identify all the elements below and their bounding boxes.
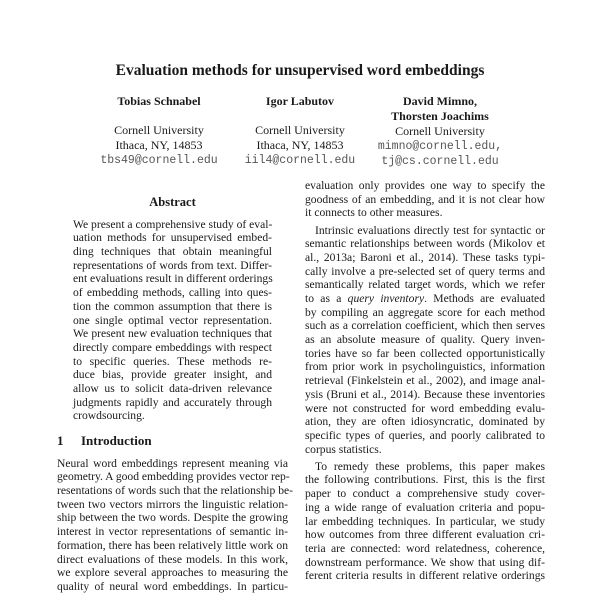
text-line: teria are connected: word relatedness, coherence, bbox=[305, 541, 545, 555]
author-email[interactable]: tj@cs.cornell.edu bbox=[381, 155, 499, 168]
text-line: ation, they are often idiosyncratic, dominated by bbox=[305, 415, 545, 429]
text-line: crowdsourcing. bbox=[73, 409, 145, 423]
text-line: quality of neural word embeddings. In particu- bbox=[57, 579, 288, 593]
text-line: Neural word embeddings represent meaning via bbox=[57, 456, 288, 470]
text-line: such as a correlation coefficient, which then serves bbox=[305, 319, 545, 333]
text-line: ding techniques that obtain meaningful bbox=[73, 245, 272, 259]
author-email[interactable]: mimno@cornell.edu, bbox=[377, 140, 503, 153]
text-line: allow us to solicit data-driven relevance bbox=[73, 381, 272, 395]
text-line: We present a comprehensive study of eval- bbox=[73, 217, 273, 231]
section-heading-introduction bbox=[57, 434, 288, 448]
text-line: retrieval (Finkelstein et al., 2002), and image anal- bbox=[305, 374, 545, 388]
author-email[interactable]: iil4@cornell.edu bbox=[244, 154, 356, 167]
section-number: 1 bbox=[57, 433, 64, 449]
author-address: Ithaca, NY, 14853 bbox=[115, 138, 203, 152]
text-line: formation, there has been relatively little work on bbox=[57, 538, 288, 552]
paper-title: Evaluation methods for unsupervised word embeddings bbox=[115, 62, 485, 79]
text-line: downstream performance. We show that using dif- bbox=[305, 555, 545, 569]
text-line: representations of words from text. Differ- bbox=[73, 258, 272, 272]
text-line: specific types of queries, and poorly calibrated to bbox=[305, 428, 545, 442]
text-line: we explore several approaches to measuring the bbox=[57, 566, 288, 580]
author-email[interactable]: tbs49@cornell.edu bbox=[100, 154, 218, 167]
text-line: ysis (Bruni et al., 2014). Because these inventories bbox=[305, 387, 545, 401]
text-line: tween two vectors mirrors the linguistic relation- bbox=[57, 497, 288, 511]
text-line: cally involve a pre-selected set of query terms and bbox=[305, 264, 545, 278]
text-line: to specific queries. These methods re- bbox=[73, 354, 272, 368]
text-line: were not constructed for word embedding evalu- bbox=[305, 401, 545, 415]
text-line: uation methods for unsupervised embed- bbox=[73, 231, 272, 245]
right-column bbox=[305, 179, 545, 583]
text-line: tories have so far been collected opportunistically bbox=[305, 346, 545, 360]
text-line: by compiling an aggregate score for each method bbox=[305, 305, 545, 319]
text-line: how outcomes from three different evaluation cri- bbox=[305, 528, 545, 542]
author-name: Igor Labutov bbox=[265, 94, 335, 108]
text-line: corpus statistics. bbox=[305, 442, 382, 456]
text-line: of embedding methods, calling into ques- bbox=[73, 286, 272, 300]
text-line: evaluation only provides one way to specify the bbox=[305, 179, 545, 192]
author-block-3 bbox=[340, 94, 540, 169]
author-address: Ithaca, NY, 14853 bbox=[256, 138, 344, 152]
author-affiliation: Cornell University bbox=[255, 123, 345, 137]
text-line: paper to conduct a comprehensive study cover- bbox=[305, 487, 545, 501]
text-line: We present new evaluation techniques that bbox=[73, 327, 272, 341]
abstract-body bbox=[73, 218, 272, 423]
section-title: Introduction bbox=[81, 433, 152, 449]
text-line: to as a query inventory. Methods are evaluated bbox=[305, 292, 545, 305]
text-line: directly compare embeddings with respect bbox=[73, 340, 272, 354]
text-line: resentations of words such that the relationship be- bbox=[57, 484, 294, 498]
text-line: duce bias, provide greater insight, and bbox=[73, 368, 272, 382]
text-line: ferent criteria results in different relative orderings bbox=[305, 569, 545, 583]
emphasis: query inventory bbox=[347, 292, 425, 305]
author-affiliation: Cornell University bbox=[395, 124, 485, 138]
left-column bbox=[57, 195, 294, 594]
right-column-body bbox=[305, 179, 545, 583]
text-line: goodness of an embedding, and it is not clear how bbox=[305, 192, 545, 206]
author-name: David Mimno, bbox=[402, 94, 477, 108]
text-line: from prior work in psycholinguistics, information bbox=[305, 360, 545, 374]
abstract-heading: Abstract bbox=[149, 195, 196, 209]
text-line: semantically related target words, which we refer bbox=[305, 278, 545, 292]
text-line: as an absolute measure of quality. Query inven- bbox=[305, 333, 545, 347]
text-line: To remedy these problems, this paper makes bbox=[315, 459, 545, 473]
author-name: Thorsten Joachims bbox=[391, 109, 489, 123]
introduction-body bbox=[57, 456, 294, 594]
text-line: ship between the two words. Despite the growing bbox=[57, 511, 288, 525]
text-line: Intrinsic evaluations directly test for syntactic or bbox=[315, 223, 545, 237]
text-line: direct evaluations of these models. In this work, bbox=[57, 552, 288, 566]
text-line: lar embedding techniques. In particular, we study bbox=[305, 514, 545, 528]
author-affiliation: Cornell University bbox=[114, 123, 204, 137]
text-line: geometry. A good embedding provides vector rep- bbox=[57, 470, 290, 484]
text-line: ent evaluations result in different orderings bbox=[73, 272, 273, 286]
text-line: one single optimal vector representation. bbox=[73, 313, 272, 327]
text-line: judgments rapidly and accurately through bbox=[73, 395, 272, 409]
text-line: interest in vector representations of semantic in- bbox=[57, 525, 288, 539]
text-line: semantic relationships between words (Mikolov et bbox=[305, 237, 545, 251]
text-line: the following contributions. First, this is the first bbox=[305, 473, 545, 487]
text-line: tion the common assumption that there is bbox=[73, 299, 272, 313]
text-line: ing a wide range of evaluation criteria and popu- bbox=[305, 500, 545, 514]
text-line: it connects to other measures. bbox=[305, 206, 443, 220]
author-name: Tobias Schnabel bbox=[117, 94, 201, 108]
text-line: al., 2013a; Baroni et al., 2014). These tasks typi- bbox=[305, 250, 545, 264]
